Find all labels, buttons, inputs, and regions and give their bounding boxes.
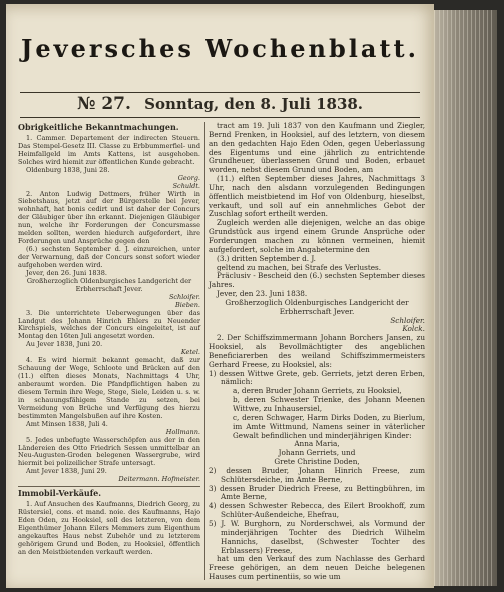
page-edge-line: [459, 10, 460, 586]
signature: Deitermann. Hofmeister.: [118, 475, 200, 484]
sub-list-item: a, deren Bruder Johann Gerriets, zu Hooksiel,: [233, 386, 402, 396]
centered-line: Großherzoglich Oldenburgisches Landgericht der Erbherrschaft Jever.: [26, 276, 192, 293]
page-edge-line: [443, 10, 444, 586]
centered-line: Großherzoglich Oldenburgisches Landgericht der Erbherrschaft Jever.: [225, 297, 409, 316]
paragraph: Amt Minsen 1838, Juli 4.: [26, 419, 108, 428]
page-edge-line: [471, 10, 472, 586]
masthead-rule-top: [20, 92, 420, 93]
issue-line: [20, 94, 420, 114]
section-heading: Immobil-Verkäufe.: [18, 488, 102, 499]
sub-list-item: b, deren Schwester Trienke, des Johann Meenen Wittwe, zu Inhausersiel,: [233, 395, 425, 413]
centered-line: Grete Christine Doden,: [274, 457, 360, 467]
signature: Kolck.: [402, 324, 425, 334]
left-column: [18, 122, 200, 557]
page-edge-line: [475, 10, 476, 586]
paragraph: Amt Jever 1838, Juni 29.: [26, 467, 107, 476]
newspaper-page: [6, 4, 434, 588]
paragraph: 2. Der Schiffszimmermann Johann Borchers Jansen, zu Hooksiel, als Bevollmächtigter des angeblichen Beneficiarerben des weiland Schiffszimmermeisters Gerhard Freese, zu Hooksiel, als:: [209, 333, 425, 369]
list-item: 4) dessen Schwester Rebecca, des Eilert Brookhoff, zum Schlüter-Außendeiche, Ehefrau,: [209, 501, 425, 520]
paragraph: 1. Auf Ansuchen des Kaufmanns, Diedrich Georg, zu Rüstersiel, cons. et mand. noie. des Kaufmanns, Hajo Eden Oden, zu Hooksiel, soll des letzteren, von dem Eigenthümer Johann Eilers Memmers zum Eigenthum angekauftes Haus nebst Zubehör und zu letzterem gehörigem Grund und Boden, zu Hooksiel, öffentlich an den Meistbietenden verkauft werden.: [18, 500, 200, 556]
paragraph: Jever, den 26. Juni 1838.: [26, 268, 107, 277]
list-item: 1) dessen Wittwe Grete, geb. Gerriets, jetzt deren Erben, nämlich:: [209, 368, 425, 387]
page-edge-line: [467, 10, 468, 586]
paragraph: 5. Jedes unbefugte Wasserschöpfen aus der in den Ländereien des Otto Friedrich Sessen unmittelbar an Neu-Augusten-Groden belegenen Wassergrube, wird hiermit bei polizeilicher Strafe untersagt.: [18, 435, 200, 468]
paragraph: Jever, den 23. Juni 1838.: [217, 289, 308, 299]
page-edge-line: [447, 10, 448, 586]
paragraph: (3.) dritten September d. J.: [217, 253, 316, 263]
paragraph: (6.) sechsten September d. J. einzureichen, unter der Verwarnung, daß der Concurs sonst sofort wieder aufgehoben werden wird.: [18, 245, 200, 269]
section-separator: [18, 486, 200, 487]
list-item: 3) dessen Bruder Diedrich Freese, zu Bettingbühren, im Amte Berne,: [209, 483, 425, 502]
sub-list-item: c, deren Schwager, Harm Dirks Doden, zu Bierlum, im Amte Wittmund, Namens seiner in väterlicher Gewalt befindlichen und minderjährigen Kinder:: [233, 412, 425, 440]
signature: Ketel.: [180, 348, 200, 357]
paragraph: tract am 19. Juli 1837 von den Kaufmann und Ziegler, Bernd Frenken, in Hooksiel, auf des letztern, von diesem an den gedachten Hajo Eden Oden, gegen Ueberlassung des Eigentums und eine jährlich zu entrichtende Grundheuer, überlassenen Grund und Boden, erbauet worden, nebst diesem Grund und Boden, am: [209, 121, 425, 175]
right-column: [209, 122, 425, 582]
signature: Schloifer.: [168, 292, 200, 301]
paragraph: Präclusiv - Bescheid den (6.) sechsten September dieses Jahres.: [209, 271, 425, 290]
signature: Schloifer.: [390, 315, 425, 325]
paragraph: geltend zu machen, bei Strafe des Verlustes.: [217, 262, 382, 272]
paragraph: 2. Anton Ludwig Dettmers, früher Wirth in Siebetshaus, jetzt auf der Bürgerstelle bei Jever, wohnhaft, hat bonis cedirt und ist daher der Concurs der Gläubiger über ihn erkannt. Diejenigen Gläubiger nun, welche ihr Forderungen der Concursmasse melden sollten, werden hiedurch aufgefordert, ihre Forderungen und Ansprüche gegen den: [18, 189, 200, 246]
centered-line: Johann Gerriets, und: [278, 448, 356, 458]
page-edge-line: [451, 10, 452, 586]
signature: Bieben.: [175, 300, 200, 309]
page-edge-line: [463, 10, 464, 586]
signature: Schuldt.: [172, 181, 200, 190]
centered-line: Anna Maria,: [294, 439, 340, 449]
paragraph: hat um den Verkauf des zum Nachlasse des Gerhard Freese gehörigen, an dem neuen Deiche belegenen Hauses cum pertinentiis, so wie um: [209, 554, 425, 582]
list-item: 5) J. W. Burghorn, zu Norderschweì, als Vormund der minderjährigen Tochter des Diedrich Wilhelm Hannichs, daselbst, (Schwester Tochter des Erblassers) Freese,: [209, 518, 425, 555]
paragraph: Zugleich werden alle diejenigen, welche an das obige Grundstück aus irgend einem Grunde Ansprüche oder Forderungen machen zu können vermeinen, hiemit aufgefordert, solche im Angabetermine den: [209, 218, 425, 254]
paragraph: 1. Cammer. Departement der indirecten Steuern. Das Stempel-Gesetz III. Classe zu Erbbummerfiel- und Heimfallgeld im Amts Kattens, ist ausgehoben. Solches wird hiemit zur öffentlichen Kunde gebracht.: [18, 133, 200, 166]
masthead-rule-bottom: [20, 117, 420, 118]
signature: Georg.: [177, 173, 200, 182]
page-edge-line: [479, 10, 480, 586]
column-divider: [204, 122, 205, 580]
page-edge-line: [439, 10, 440, 586]
paragraph: 4. Es wird hiermit bekannt gemacht, daß zur Schauung der Wege, Schloote und Brücken auf den (11.) elften dieses Monats, Nachmittags 4 Uhr, anberaumt worden. Die Pfandpflichtigen haben zu diesem Termin ihre Wege, Stege, Siele, Leiden u. s. w. in schauungsfähigem Stande zu setzen, bei Vermeidung von Brüche und Verfügung des hierzu bestimmten Mangelsbußen auf ihre Kosten.: [18, 356, 200, 420]
paragraph: Au Jever 1838, Juni 20.: [26, 340, 103, 349]
page-stack-edge: [434, 10, 497, 586]
list-item: 2) dessen Bruder, Johann Hinrich Freese, zum Schlütersdeiche, im Amte Berne,: [209, 465, 425, 484]
page-edge-line: [483, 10, 484, 586]
paragraph: 3. Die unterrichtete Ueberwegungen über das Landgut des Johann Hinrich Ehlers zu Neuender Kirchspiels, welches der Concurs eingeleitet, ist auf Montag den 16ten Juli angesetzt worden.: [18, 308, 200, 341]
signature: Hollmann.: [165, 427, 200, 436]
section-heading: Obrigkeitliche Bekanntmachungen.: [18, 122, 179, 132]
page-edge-line: [487, 10, 488, 586]
issue-number: № 27.: [76, 94, 131, 114]
paragraph: (11.) elften September dieses Jahres, Nachmittags 3 Uhr, nach den alsdann vorzulegenden Bedingungen öffentlich meistbietend im Hof von Oldenburg, hieselbst, verkauft, und soll auf ein annehmliches Gebot der Zuschlag sofort ertheilt werden.: [209, 174, 425, 219]
masthead-title: Jeversches Wochenblatt.: [21, 34, 419, 63]
page-edge-line: [455, 10, 456, 586]
page-edge-line: [491, 10, 492, 586]
paragraph: Oldenburg 1838, Juni 28.: [26, 165, 110, 174]
issue-date: Sonntag, den 8. Juli 1838.: [144, 95, 364, 113]
